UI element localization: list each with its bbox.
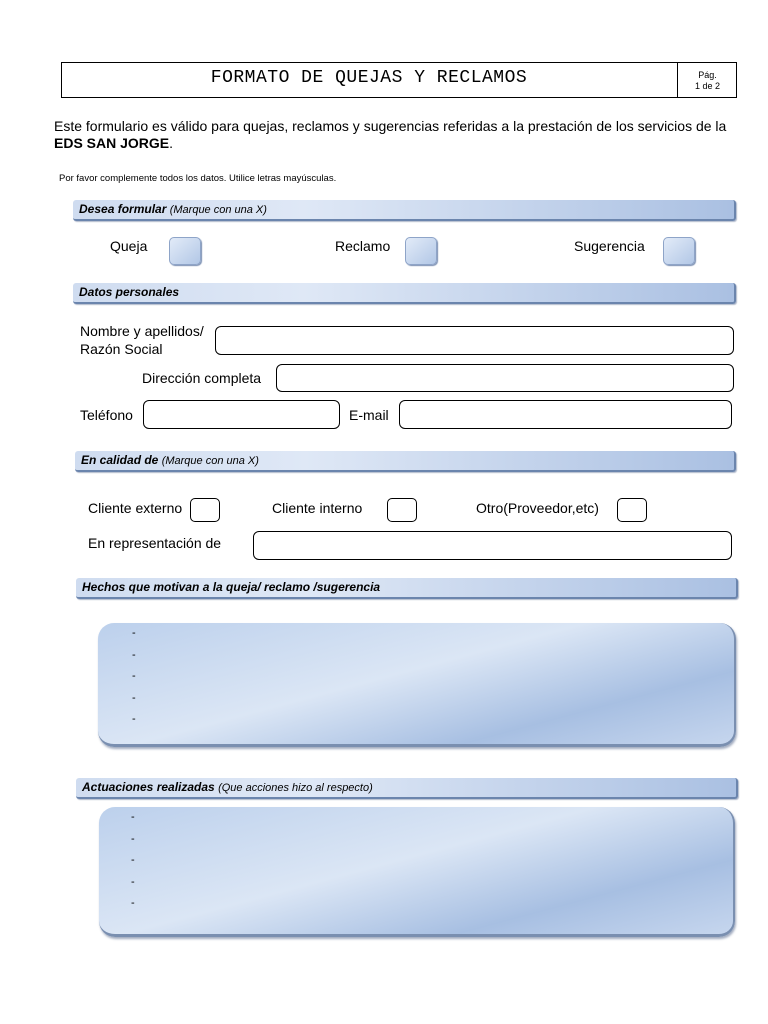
name-label-line1: Nombre y apellidos/ [80,323,204,339]
sugerencia-checkbox[interactable] [663,237,695,265]
section-bar-personal [73,283,736,304]
name-label-line2: Razón Social [80,341,163,357]
section-subtitle: (Marque con una X) [161,455,259,467]
actuaciones-line: - [131,897,135,909]
representation-label: En representación de [88,535,222,551]
intro-period: . [169,135,174,151]
page-number: 1 de 2 [694,81,721,91]
address-field[interactable] [276,364,734,392]
section-title: Actuaciones realizadas [82,780,215,794]
hechos-line: - [132,713,136,725]
section-bar-actuaciones [76,778,738,799]
hechos-textarea[interactable] [98,623,736,747]
section-bar-calidad [75,451,736,472]
intro-paragraph [54,118,734,152]
intro-company: EDS SAN JORGE [54,135,170,151]
phone-field[interactable] [143,400,340,429]
section-subtitle: (Marque con una X) [169,204,267,216]
actuaciones-lines [131,807,135,915]
page-label: Pág. [698,70,717,80]
section-subtitle: (Que acciones hizo al respecto) [218,782,373,794]
cliente-externo-checkbox[interactable] [190,498,220,522]
section-title: En calidad de [81,453,159,467]
hechos-line: - [132,691,136,704]
hechos-line: - [132,627,136,639]
hechos-line: - [132,648,136,661]
section-title: Desea formular [79,202,167,216]
section-title: Hechos que motivan a la queja/ reclamo /sugerencia [82,580,381,594]
option-otro-label: Otro(Proveedor,etc) [476,500,599,516]
actuaciones-line: - [131,811,135,823]
email-label: E-mail [349,407,389,423]
option-sugerencia-label: Sugerencia [574,238,645,254]
actuaciones-line: - [131,875,135,888]
otro-checkbox[interactable] [617,498,647,522]
form-title: FORMATO DE QUEJAS Y RECLAMOS [210,68,528,88]
cliente-interno-checkbox[interactable] [387,498,417,522]
name-field[interactable] [215,326,734,355]
section-title: Datos personales [79,285,180,299]
instructions-note: Por favor complemente todos los datos. Utilice letras mayúsculas. [59,173,337,184]
actuaciones-line: - [131,832,135,845]
option-cliente-interno-label: Cliente interno [272,500,363,516]
section-bar-hechos [76,578,738,599]
address-label: Dirección completa [142,370,262,386]
reclamo-checkbox[interactable] [405,237,437,265]
option-queja-label: Queja [110,238,148,254]
email-field[interactable] [399,400,732,429]
hechos-lines [132,623,136,731]
option-cliente-externo-label: Cliente externo [88,500,183,516]
hechos-line: - [132,670,136,682]
phone-label: Teléfono [80,407,133,423]
actuaciones-line: - [131,854,135,866]
representation-field[interactable] [253,531,732,560]
section-bar-formular [73,200,736,221]
option-reclamo-label: Reclamo [335,238,391,254]
page-indicator [677,62,737,98]
queja-checkbox[interactable] [169,237,201,265]
actuaciones-textarea[interactable] [99,807,735,937]
intro-text: Este formulario es válido para quejas, reclamos y sugerencias referidas a la prestación de los servicios de la [54,118,727,134]
